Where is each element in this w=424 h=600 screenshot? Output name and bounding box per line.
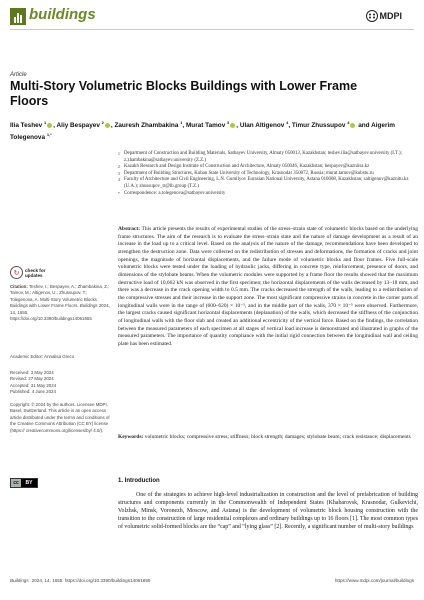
citation-label: Citation:: [10, 284, 28, 289]
accepted-date: Accepted: 31 May 2024: [10, 382, 57, 388]
author-name: Murat Tamov: [185, 122, 228, 130]
affiliation-number: 2: [118, 165, 120, 170]
author-name: and Aigerim Tolegenova: [10, 122, 395, 142]
abstract: [118, 226, 418, 349]
footer-reference: 2024, 14, 1655. https://doi.org/10.3390/buildings14061655: [31, 578, 151, 583]
author-affiliation-mark: 4: [347, 120, 350, 125]
affiliation-number: 1: [118, 152, 120, 156]
author-affiliation-mark: 1,*: [46, 132, 52, 138]
cc-icon: cc: [13, 480, 19, 486]
affiliation-text: Department of Construction and Building Materials, Satbayev University, Almaty 050013, Kazakhstan; teshev.ilia@satbayev.university (I.T.); z.zhambakina@satbayev.university (Z.Z.): [124, 151, 402, 163]
affiliation-number: 4: [118, 178, 120, 183]
footer-journal: Buildings: [10, 578, 29, 583]
keywords-text: volumetric blocks; compressive stress; stiffness; block strength; damages; stylobate beam; crack resistance; displacements: [143, 434, 411, 440]
affiliation-item: [118, 171, 418, 178]
affiliation-text: Faculty of Architecture and Civil Engineering, L.N. Gumilyov Eurasian National University, Astana 010008, Kazakhstan; saltigenov@kaznitu.kz (U.A.); zhussupov_tr@lb.group (T.Z.): [124, 177, 409, 189]
author-list: Ilia Teshev $^1$ , Aliy Bespayev $^2$ , Zauresh Zhambakina $^1$, Murat Tamov $^3$ , Ulan Altigenov $^4$, Timur Zhussupov $^4$ and Aigerim Tolegenova $^{1,*}$: [10, 120, 395, 142]
check-updates-line1: check for: [25, 267, 46, 273]
author-affiliation-mark: 1: [43, 120, 47, 125]
author-affiliation-mark: 4: [286, 120, 289, 125]
academic-editor: Academic Editor: Annalisa Greco: [10, 354, 75, 359]
orcid-icon[interactable]: [47, 123, 52, 128]
introduction-paragraph: One of the strategies to achieve high-level industrialization in construction and the level of prefabrication of building structures and components currently in the Commonwealth of Independent States (Khabarovsk, Krasnodar, Gulkevichi, Volzhsk, Minsk, Voronezh, Moscow, and Astana) is the development of volumetric block housing construction with the transition to the construction of large residential complexes and ordinary buildings up to 16 floors [1]. The most common types of volumetric solid-formed blocks are the “cap” and “lying glass” [2]. Recently, a significant number of multi-story buildings: [118, 492, 418, 531]
author-name: Ilia Teshev: [10, 122, 44, 130]
by-icon: BY: [21, 479, 37, 487]
affiliation-text: Correspondence: a.tolegenova@satbayev.university: [124, 190, 226, 196]
check-updates-icon: ↻: [10, 266, 23, 279]
check-updates-line2: updates: [25, 272, 43, 278]
author-name: Ulan Altigenov: [239, 122, 287, 130]
publisher-name: MDPI: [379, 11, 402, 21]
affiliation-item: [118, 191, 418, 198]
journal-name: buildings: [29, 6, 96, 23]
affiliation-item: [118, 177, 418, 190]
orcid-icon[interactable]: [350, 123, 355, 128]
published-date: Published: 4 June 2024: [10, 389, 56, 395]
citation-text: Teshev, I.; Bespayev, A.; Zhambakina, Z.; Tamov, M.; Altigenov, U.; Zhussupov, T.; Tolegenova, A. Multi-Story Volumetric Blocks Buildings with Lower Frame Floors.: [10, 284, 110, 309]
author-affiliation-mark: 3: [227, 120, 230, 125]
affiliations: [118, 151, 418, 197]
publication-dates: [10, 370, 110, 396]
orcid-icon[interactable]: [105, 123, 110, 128]
author-name: Timur Zhussupov: [291, 122, 348, 130]
affiliation-text: Department of Building Structures, Kuban State University of Technology, Krasnodar 350072, Russia; murat.tamov@kubstu.ru: [124, 170, 374, 176]
mdpi-mark-icon: [366, 10, 378, 22]
publisher-logo: [366, 10, 403, 22]
article-type: Article: [10, 72, 27, 78]
received-date: Received: 3 May 2024: [10, 370, 54, 375]
header-divider: [10, 29, 414, 30]
abstract-text: This article presents the results of experimental studies of the stress–strain state of volumetric blocks based on the underlying frame structures. The aim of the research is to evaluate the stress–strain state and the nature of damage development as a result of an increase in the load up to a critical level. Based on the analysis of the nature of the damage, recommendations have been developed to strengthen the destruction zone. Data were collected on the redistribution of stresses and deformations, the formation of cracks and joint openings, the magnitude of horizontal displacements, and the failure mode of volumetric blocks and floor frames. Five full-scale volumetric blocks were tested under the loading of hydraulic jacks, differing in concrete type, reinforcement, presence of doors, and dimensions of the stylobate beams. When the volumetric modules were supported by a frame floor the results showed that the maximum destructive load of 10,662 kN was observed in the first specimen; the horizontal displacements of the walls decreased by 13–18 mm, and there was a decrease in the crack opening width to 0.5 mm. The cracks decreased the strength of the walls, leading to a redistribution of the compressive stresses and their increase in the support zone. The most significant compressive strains in concrete in the corner parts of longitudinal walls were in the range of (600–620) × 10⁻⁵, and in the middle part of the walls, 370 × 10⁻⁵ were observed. Furthermore, the largest cracks caused significant horizontal displacements (deplanation) of the walls, which decreased the stiffness of the conjunction of longitudinal walls with the floor slab and created an additional eccentricity of the vertical force. Based on the findings, the correlation between the measured parameters of each specimen at all stages of vertical load increase is demonstrated and illustrated in graphs of the measured parameters. The importance of quantity compliance with the initial rigid connection between the longitudinal wall and ceiling plate has been estimated.: [118, 226, 418, 347]
journal-logo-icon: [10, 8, 26, 25]
author-affiliation-mark: 2: [101, 120, 104, 125]
copyright-notice: Copyright: © 2024 by the authors. Licensee MDPI, Basel, Switzerland. This article is an open access article distributed under the terms and conditions of the Creative Commons Attribution (CC BY) license (https:// creativecommons.org/licenses/by/ 4.0/).: [10, 402, 110, 433]
citation-journal: Buildings: [79, 303, 98, 309]
cc-license-badge[interactable]: [10, 478, 38, 488]
affiliation-number: *: [118, 191, 120, 196]
orcid-icon[interactable]: [230, 123, 235, 128]
citation-rest: 2024, 14, 1655. https://doi.org/10.3390/buildings14061655: [10, 303, 110, 322]
journal-url-link[interactable]: https://www.mdpi.com/journal/buildings: [334, 578, 414, 583]
affiliation-text: Kazakh Research and Design Institute of Construction and Architecture, Almaty 050046, Kazakhstan; bespayev@kazniisa.kz: [124, 164, 370, 170]
affiliation-item: [118, 151, 418, 164]
keywords-label: Keywords:: [118, 434, 144, 440]
page-footer: [10, 578, 414, 583]
author-affiliation-mark: 1: [180, 120, 183, 125]
article-title: Multi-Story Volumetric Blocks Buildings with Lower Frame Floors: [10, 79, 358, 108]
check-for-updates-button[interactable]: [10, 266, 48, 279]
revised-date: Revised: 27 May 2024: [10, 376, 54, 382]
citation: [10, 284, 110, 322]
author-name: Zauresh Zhambakina: [114, 122, 181, 130]
author-name: Aliy Bespayev: [56, 122, 102, 130]
section-heading: 1. Introduction: [118, 478, 160, 484]
keywords: [118, 434, 418, 442]
affiliation-number: 3: [118, 171, 120, 176]
affiliation-item: [118, 164, 418, 171]
abstract-label: Abstract:: [118, 226, 141, 232]
